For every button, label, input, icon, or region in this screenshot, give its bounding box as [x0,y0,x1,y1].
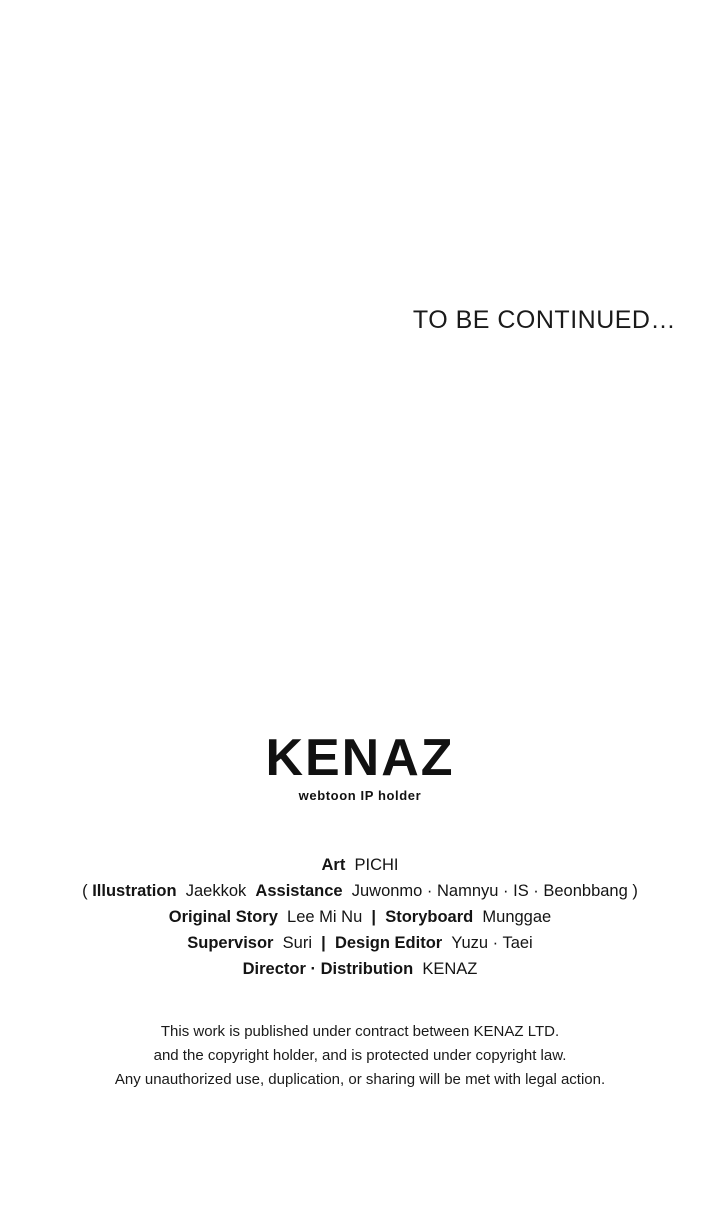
copyright-notice [0,1020,720,1092]
credit-line-story [0,904,720,930]
credit-role-design-editor: Design Editor [334,934,443,952]
credit-names-assistance: Juwonmo · Namnyu · IS · Beonbbang [351,882,628,900]
publisher-logo [0,729,720,803]
credit-names-illustration: Jaekkok [185,882,247,900]
credit-role-director: Director · Distribution [242,960,414,978]
credit-names-storyboard: Munggae [482,908,552,926]
credit-names-director: KENAZ [422,960,478,978]
credit-divider-story: | [371,908,377,926]
credit-names-design-editor: Yuzu · Taei [451,934,533,952]
credit-role-art: Art [321,856,346,874]
credit-open-paren: ( [82,882,88,900]
logo-wordmark: KENAZ [265,729,455,787]
credit-role-original-story: Original Story [168,908,278,926]
credit-names-supervisor: Suri [282,934,312,952]
logo-tagline: webtoon IP holder [298,788,422,803]
credit-role-illustration: Illustration [92,882,177,900]
credit-divider-supervisor: | [321,934,326,952]
copyright-line-1: This work is published under contract between KENAZ LTD. [160,1023,560,1040]
credit-line-director [0,956,720,982]
credit-close-paren: ) [632,882,638,900]
credit-role-supervisor: Supervisor [187,934,274,952]
copyright-line-3: Any unauthorized use, duplication, or sharing will be met with legal action. [114,1071,606,1088]
copyright-line-2: and the copyright holder, and is protected under copyright law. [153,1047,567,1064]
credit-role-storyboard: Storyboard [385,908,474,926]
credit-names-original-story: Lee Mi Nu [287,908,363,926]
credit-line-illustration [0,878,720,904]
credit-role-assistance: Assistance [255,882,343,900]
credit-names-art: PICHI [354,856,399,874]
credit-line-supervisor [0,930,720,956]
credits-block [0,852,720,982]
to-be-continued-text: TO BE CONTINUED… [412,306,676,334]
credit-line-art [0,852,720,878]
